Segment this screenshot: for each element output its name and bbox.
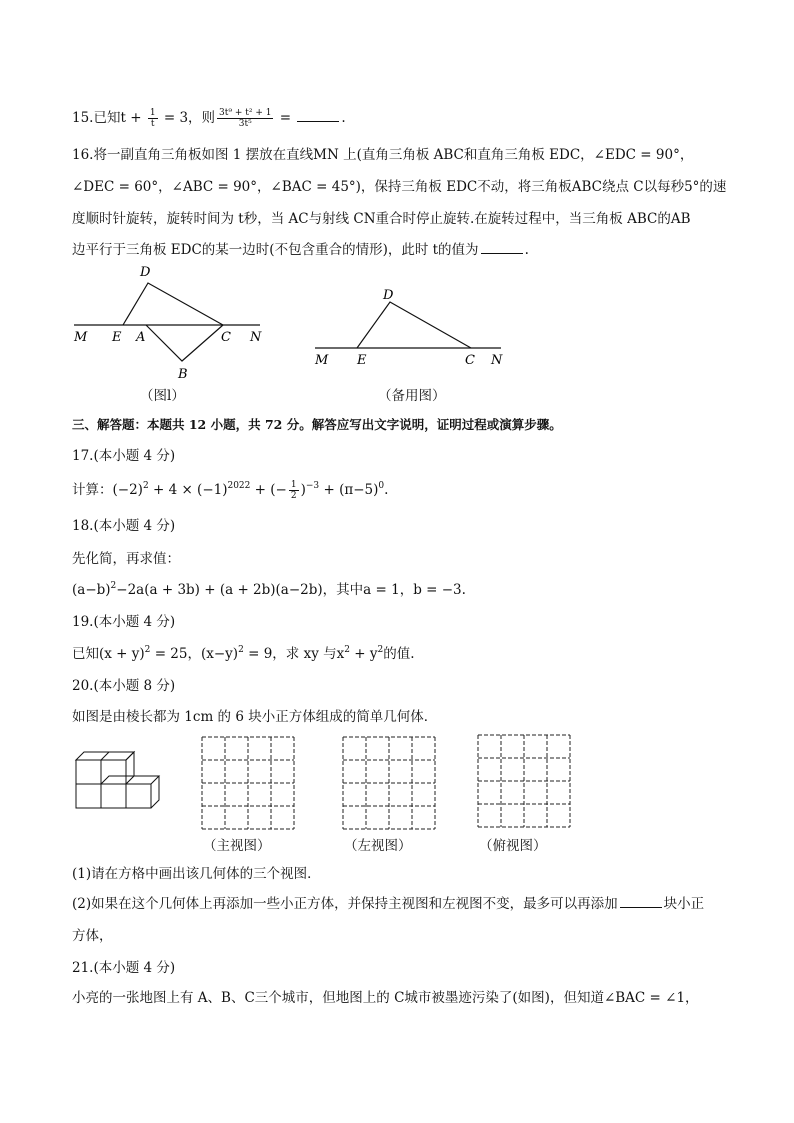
q20-head: 20.(本小题 8 分) xyxy=(72,678,176,694)
q17-expr: 计算：$(-2)^2 + 4 \times (-1)^{2022}$ + (− $\frac{1}{2}$ )$^{-3} + (\pi-5)^0$. xyxy=(72,480,389,501)
q18-head: 18.(本小题 4 分) xyxy=(72,518,176,534)
answer-blank[interactable] xyxy=(481,241,523,254)
q19-expr: 已知$(x + y)^2 = 25$，$(x-y)^2 = 9$，求 xy 与$x^2 + y^2$的值. xyxy=(72,645,415,662)
q16-line3: 度顺时针旋转，旋转时间为 t秒，当 AC与射线 CN重合时停止旋转.在旋转过程中，当三角板 ABC的AB xyxy=(72,211,691,227)
q16-line4: 边平行于三角板 EDC的某一边时(不包含重合的情形)，此时 t的值为 . xyxy=(72,242,529,258)
answer-blank[interactable] xyxy=(620,895,662,908)
label-e: E xyxy=(112,330,122,345)
label-n: N xyxy=(250,330,262,345)
figure-2 xyxy=(305,284,515,366)
q16-line2: ∠DEC = 60°，∠ABC = 90°，∠BAC = 45°)，保持三角板 EDC不动，将三角板ABC绕点 C以每秒5°的速 xyxy=(72,179,727,195)
q20-line1: 如图是由棱长都为 1cm 的 6 块小正方体组成的简单几何体． xyxy=(72,709,438,725)
fraction: $\frac{\text{3t⁹ + t² + 1}}{\text{3t⁵}}$ xyxy=(219,108,272,129)
label-m: M xyxy=(74,330,88,345)
label-d: D xyxy=(140,265,151,280)
triangle-edc xyxy=(123,283,223,325)
label-b: B xyxy=(178,367,188,382)
q18-line1: 先化简，再求值： xyxy=(72,551,180,567)
label-c: C xyxy=(465,353,475,366)
q20-sub2: (2)如果在这个几何体上再添加一些小正方体，并保持主视图和左视图不变，最多可以再添加 块小正 xyxy=(72,896,705,912)
label-d: D xyxy=(383,288,394,303)
q18-expr: $(a-b)^2-2a(a + 3b) + (a + 2b)(a-2b)$，其中a = 1，b = −3. xyxy=(72,581,466,598)
cube-solid xyxy=(72,748,172,818)
fraction: $\frac{1}{2}$ xyxy=(290,480,297,501)
caption-left-view: （左视图） xyxy=(344,838,412,854)
q17-head: 17.(本小题 4 分) xyxy=(72,448,176,464)
grid-front-view xyxy=(201,736,295,830)
figure-1 xyxy=(60,262,280,382)
label-n: N xyxy=(491,353,503,366)
label-a: A xyxy=(136,330,146,345)
q21-line1: 小亮的一张地图上有 A、B、C三个城市，但地图上的 C城市被墨迹污染了(如图)，但知道∠BAC = ∠1， xyxy=(72,990,699,1006)
grid-lines xyxy=(343,737,435,829)
q21-head: 21.(本小题 4 分) xyxy=(72,960,176,976)
grid-lines xyxy=(202,737,294,829)
label-m: M xyxy=(315,353,329,366)
triangle-edc xyxy=(357,302,471,348)
fraction: $\frac{1}{t}$ xyxy=(149,108,156,129)
q15-line: 15.已知t + $\frac{1}{t}$ = 3，则 $\frac{\text{3t⁹ + t² + 1}}{\text{3t⁵}}$ = . xyxy=(72,108,346,129)
q16-line1: 16.将一副直角三角板如图 1 摆放在直线MN 上(直角三角板 ABC和直角三角板 EDC，∠EDC = 90°， xyxy=(72,147,694,163)
fig2-caption: （备用图） xyxy=(378,388,446,404)
label-e: E xyxy=(357,353,367,366)
answer-blank[interactable] xyxy=(297,109,339,122)
q19-head: 19.(本小题 4 分) xyxy=(72,614,176,630)
section-heading: 三、解答题：本题共 12 小题，共 72 分。解答应写出文字说明，证明过程或演算步骤。 xyxy=(72,417,562,432)
grid-lines xyxy=(478,735,570,827)
caption-top-view: （俯视图） xyxy=(479,838,547,854)
grid-top-view xyxy=(477,734,571,828)
triangle-abc xyxy=(146,325,223,361)
fig1-caption: （图l） xyxy=(140,388,185,404)
caption-front-view: （主视图） xyxy=(203,838,271,854)
q20-sub1: (1)请在方格中画出该几何体的三个视图． xyxy=(72,866,321,882)
grid-left-view xyxy=(342,736,436,830)
label-c: C xyxy=(221,330,231,345)
q20-sub2-cont: 方体， xyxy=(72,928,113,944)
